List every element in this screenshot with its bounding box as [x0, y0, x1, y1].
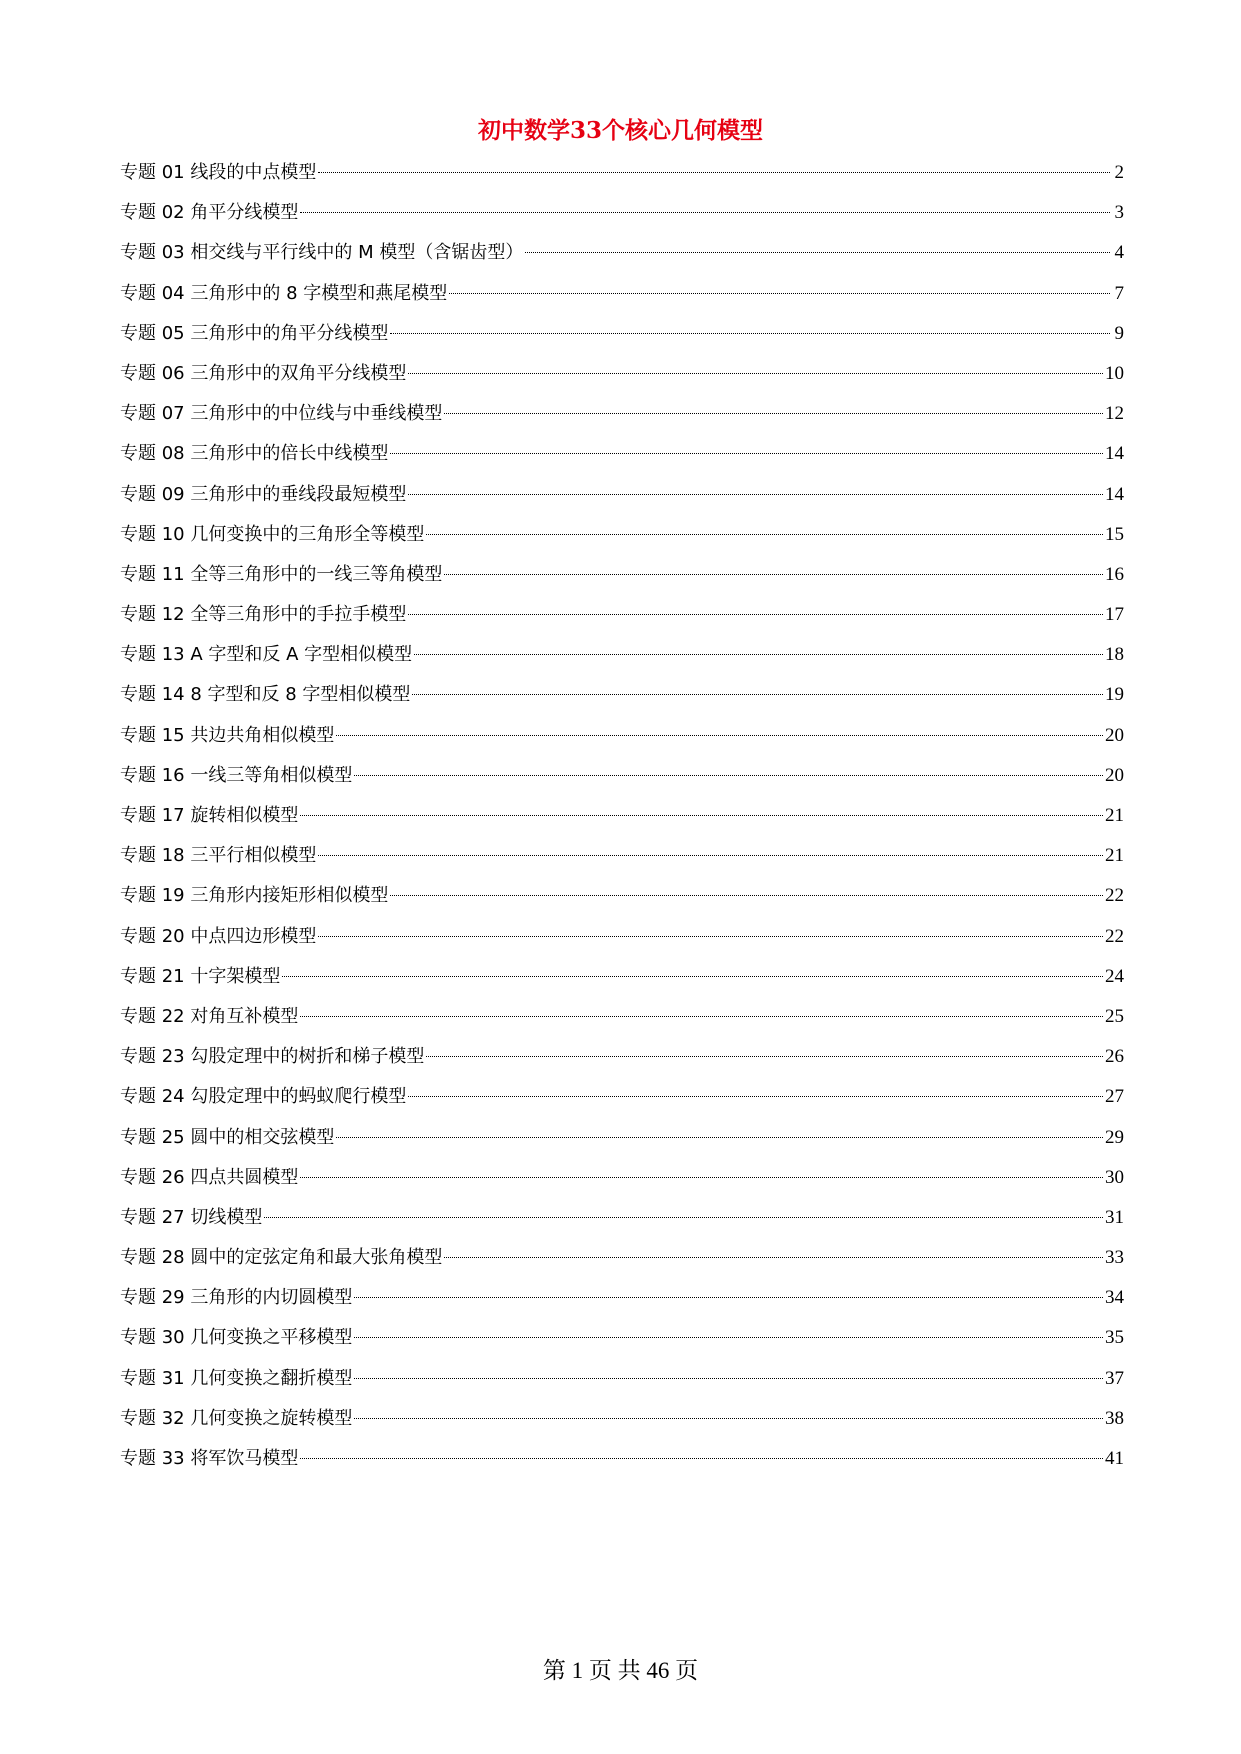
toc-dot-leader — [525, 252, 1110, 253]
toc-entry-page-number[interactable]: 20 — [1105, 724, 1124, 746]
toc-entry-page-number[interactable]: 12 — [1105, 403, 1124, 425]
toc-entry-page-number[interactable]: 21 — [1105, 805, 1124, 826]
toc-entry[interactable] — [120, 283, 1124, 323]
toc-entry-label[interactable]: 专题 05 三角形中的角平分线模型 — [120, 322, 389, 344]
toc-entry-label[interactable]: 专题 01 线段的中点模型 — [120, 162, 317, 183]
toc-entry-page-number[interactable]: 20 — [1105, 764, 1124, 786]
toc-entry-page-number[interactable]: 21 — [1105, 845, 1124, 867]
toc-dot-leader — [354, 1297, 1103, 1298]
document-title: 初中数学33个核心几何模型 — [477, 117, 763, 144]
toc-entry-label[interactable]: 专题 13 A 字型和反 A 字型相似模型 — [120, 644, 413, 666]
toc-entry-label[interactable]: 专题 10 几何变换中的三角形全等模型 — [120, 523, 425, 545]
toc-entry-label[interactable]: 专题 08 三角形中的倍长中线模型 — [120, 443, 389, 465]
toc-entry-label[interactable]: 专题 19 三角形内接矩形相似模型 — [120, 885, 389, 907]
toc-entry-page-number[interactable]: 15 — [1105, 523, 1124, 545]
toc-dot-leader — [318, 172, 1110, 173]
toc-dot-leader — [336, 1137, 1103, 1138]
toc-entry[interactable] — [120, 1327, 1124, 1367]
toc-entry-page-number[interactable]: 14 — [1105, 483, 1124, 505]
toc-entry-label[interactable]: 专题 29 三角形的内切圆模型 — [120, 1287, 353, 1309]
toc-entry-page-number[interactable]: 31 — [1105, 1206, 1124, 1228]
toc-entry-label[interactable]: 专题 33 将军饮马模型 — [120, 1448, 299, 1469]
toc-entry-label[interactable]: 专题 25 圆中的相交弦模型 — [120, 1126, 335, 1148]
toc-entry-label[interactable]: 专题 07 三角形中的中位线与中垂线模型 — [120, 403, 443, 425]
toc-entry-page-number[interactable]: 25 — [1105, 1005, 1124, 1027]
toc-entry-label[interactable]: 专题 24 勾股定理中的蚂蚁爬行模型 — [120, 1086, 407, 1108]
toc-entry-page-number[interactable]: 18 — [1105, 644, 1124, 666]
toc-entry-page-number[interactable]: 41 — [1105, 1448, 1124, 1469]
toc-entry-label[interactable]: 专题 15 共边共角相似模型 — [120, 724, 335, 746]
toc-entry-label[interactable]: 专题 23 勾股定理中的树折和梯子模型 — [120, 1046, 425, 1068]
toc-entry[interactable] — [120, 484, 1124, 524]
toc-entry[interactable] — [120, 644, 1124, 684]
toc-dot-leader — [354, 1378, 1103, 1379]
toc-entry-label[interactable]: 专题 20 中点四边形模型 — [120, 925, 317, 947]
toc-dot-leader — [318, 855, 1103, 856]
toc-entry[interactable] — [120, 363, 1124, 403]
toc-entry-label[interactable]: 专题 09 三角形中的垂线段最短模型 — [120, 483, 407, 505]
toc-entry-label[interactable]: 专题 11 全等三角形中的一线三等角模型 — [120, 563, 443, 585]
toc-entry[interactable] — [120, 242, 1124, 282]
toc-dot-leader — [444, 574, 1103, 575]
toc-dot-leader — [408, 1096, 1103, 1097]
toc-entry-page-number[interactable]: 29 — [1105, 1126, 1124, 1148]
toc-entry-label[interactable]: 专题 17 旋转相似模型 — [120, 805, 299, 826]
toc-entry-label[interactable]: 专题 27 切线模型 — [120, 1206, 263, 1228]
toc-entry[interactable] — [120, 1006, 1124, 1046]
toc-entry-page-number[interactable]: 3 — [1114, 202, 1124, 224]
toc-entry[interactable] — [120, 1086, 1124, 1126]
toc-entry-page-number[interactable]: 34 — [1105, 1287, 1124, 1309]
toc-entry-page-number[interactable]: 35 — [1105, 1327, 1124, 1349]
toc-entry[interactable] — [120, 403, 1124, 443]
toc-entry[interactable] — [120, 1368, 1124, 1408]
toc-dot-leader — [449, 293, 1110, 294]
toc-dot-leader — [414, 654, 1103, 655]
toc-entry-label[interactable]: 专题 32 几何变换之旋转模型 — [120, 1407, 353, 1429]
toc-entry[interactable] — [120, 725, 1124, 765]
toc-entry[interactable] — [120, 926, 1124, 966]
toc-entry[interactable] — [120, 323, 1124, 363]
toc-entry[interactable] — [120, 524, 1124, 564]
toc-dot-leader — [300, 1458, 1103, 1459]
toc-entry[interactable] — [120, 845, 1124, 885]
toc-entry-label[interactable]: 专题 26 四点共圆模型 — [120, 1166, 299, 1188]
toc-entry[interactable] — [120, 1127, 1124, 1167]
toc-dot-leader — [390, 453, 1103, 454]
toc-entry[interactable] — [120, 1247, 1124, 1287]
toc-entry-label[interactable]: 专题 12 全等三角形中的手拉手模型 — [120, 604, 407, 626]
toc-dot-leader — [282, 976, 1103, 977]
toc-dot-leader — [412, 694, 1103, 695]
toc-dot-leader — [300, 1016, 1103, 1017]
toc-entry-page-number[interactable]: 38 — [1105, 1407, 1124, 1429]
toc-entry[interactable] — [120, 1448, 1124, 1488]
toc-entry-page-number[interactable]: 7 — [1114, 282, 1124, 304]
toc-entry[interactable] — [120, 885, 1124, 925]
toc-dot-leader — [300, 212, 1110, 213]
toc-entry-label[interactable]: 专题 14 8 字型和反 8 字型相似模型 — [120, 684, 411, 706]
toc-entry-label[interactable]: 专题 06 三角形中的双角平分线模型 — [120, 362, 407, 384]
toc-entry-page-number[interactable]: 2 — [1114, 162, 1124, 183]
toc-entry-page-number[interactable]: 27 — [1105, 1086, 1124, 1108]
toc-dot-leader — [408, 494, 1103, 495]
toc-dot-leader — [390, 895, 1103, 896]
toc-dot-leader — [336, 735, 1103, 736]
toc-dot-leader — [300, 1177, 1103, 1178]
toc-dot-leader — [354, 1337, 1103, 1338]
toc-entry-page-number[interactable]: 17 — [1105, 604, 1124, 626]
toc-dot-leader — [390, 333, 1110, 334]
toc-entry-label[interactable]: 专题 03 相交线与平行线中的 M 模型（含锯齿型） — [120, 242, 524, 264]
toc-dot-leader — [426, 534, 1103, 535]
toc-entry-page-number[interactable]: 26 — [1105, 1046, 1124, 1068]
toc-entry-page-number[interactable]: 19 — [1105, 684, 1124, 706]
toc-entry-label[interactable]: 专题 16 一线三等角相似模型 — [120, 764, 353, 786]
table-of-contents — [120, 162, 1124, 1488]
toc-entry[interactable] — [120, 805, 1124, 845]
toc-entry[interactable] — [120, 202, 1124, 242]
toc-entry-page-number[interactable]: 37 — [1105, 1367, 1124, 1389]
toc-entry-page-number[interactable]: 24 — [1105, 965, 1124, 987]
toc-dot-leader — [408, 614, 1103, 615]
toc-entry-label[interactable]: 专题 21 十字架模型 — [120, 965, 281, 987]
toc-entry-page-number[interactable]: 30 — [1105, 1166, 1124, 1188]
toc-entry-page-number[interactable]: 4 — [1114, 242, 1124, 264]
toc-entry-page-number[interactable]: 16 — [1105, 563, 1124, 585]
toc-entry[interactable] — [120, 604, 1124, 644]
toc-entry-label[interactable]: 专题 02 角平分线模型 — [120, 202, 299, 224]
toc-dot-leader — [426, 1056, 1103, 1057]
toc-entry[interactable] — [120, 162, 1124, 202]
toc-dot-leader — [354, 775, 1103, 776]
toc-dot-leader — [318, 936, 1103, 937]
toc-entry[interactable] — [120, 684, 1124, 724]
toc-entry-label[interactable]: 专题 28 圆中的定弦定角和最大张角模型 — [120, 1247, 443, 1269]
toc-dot-leader — [300, 815, 1103, 816]
toc-entry[interactable] — [120, 564, 1124, 604]
toc-entry-page-number[interactable]: 14 — [1105, 443, 1124, 465]
toc-entry-page-number[interactable]: 33 — [1105, 1247, 1124, 1269]
toc-entry-label[interactable]: 专题 22 对角互补模型 — [120, 1005, 299, 1027]
toc-entry[interactable] — [120, 1408, 1124, 1448]
toc-entry[interactable] — [120, 966, 1124, 1006]
toc-dot-leader — [444, 1257, 1103, 1258]
toc-dot-leader — [408, 373, 1103, 374]
toc-entry[interactable] — [120, 1167, 1124, 1207]
toc-dot-leader — [444, 413, 1103, 414]
toc-entry-label[interactable]: 专题 18 三平行相似模型 — [120, 845, 317, 867]
toc-entry-label[interactable]: 专题 31 几何变换之翻折模型 — [120, 1367, 353, 1389]
toc-entry[interactable] — [120, 1046, 1124, 1086]
page-footer: 第 1 页 共 46 页 — [542, 1658, 699, 1683]
toc-entry-page-number[interactable]: 22 — [1105, 885, 1124, 907]
toc-entry[interactable] — [120, 443, 1124, 483]
toc-entry-page-number[interactable]: 10 — [1105, 362, 1124, 384]
toc-dot-leader — [354, 1418, 1103, 1419]
toc-entry[interactable] — [120, 1207, 1124, 1247]
toc-entry-label[interactable]: 专题 04 三角形中的 8 字模型和燕尾模型 — [120, 282, 448, 304]
toc-entry[interactable] — [120, 1287, 1124, 1327]
toc-entry-page-number[interactable]: 9 — [1114, 322, 1124, 344]
toc-entry-page-number[interactable]: 22 — [1105, 925, 1124, 947]
toc-dot-leader — [264, 1217, 1103, 1218]
toc-entry[interactable] — [120, 765, 1124, 805]
toc-entry-label[interactable]: 专题 30 几何变换之平移模型 — [120, 1327, 353, 1349]
